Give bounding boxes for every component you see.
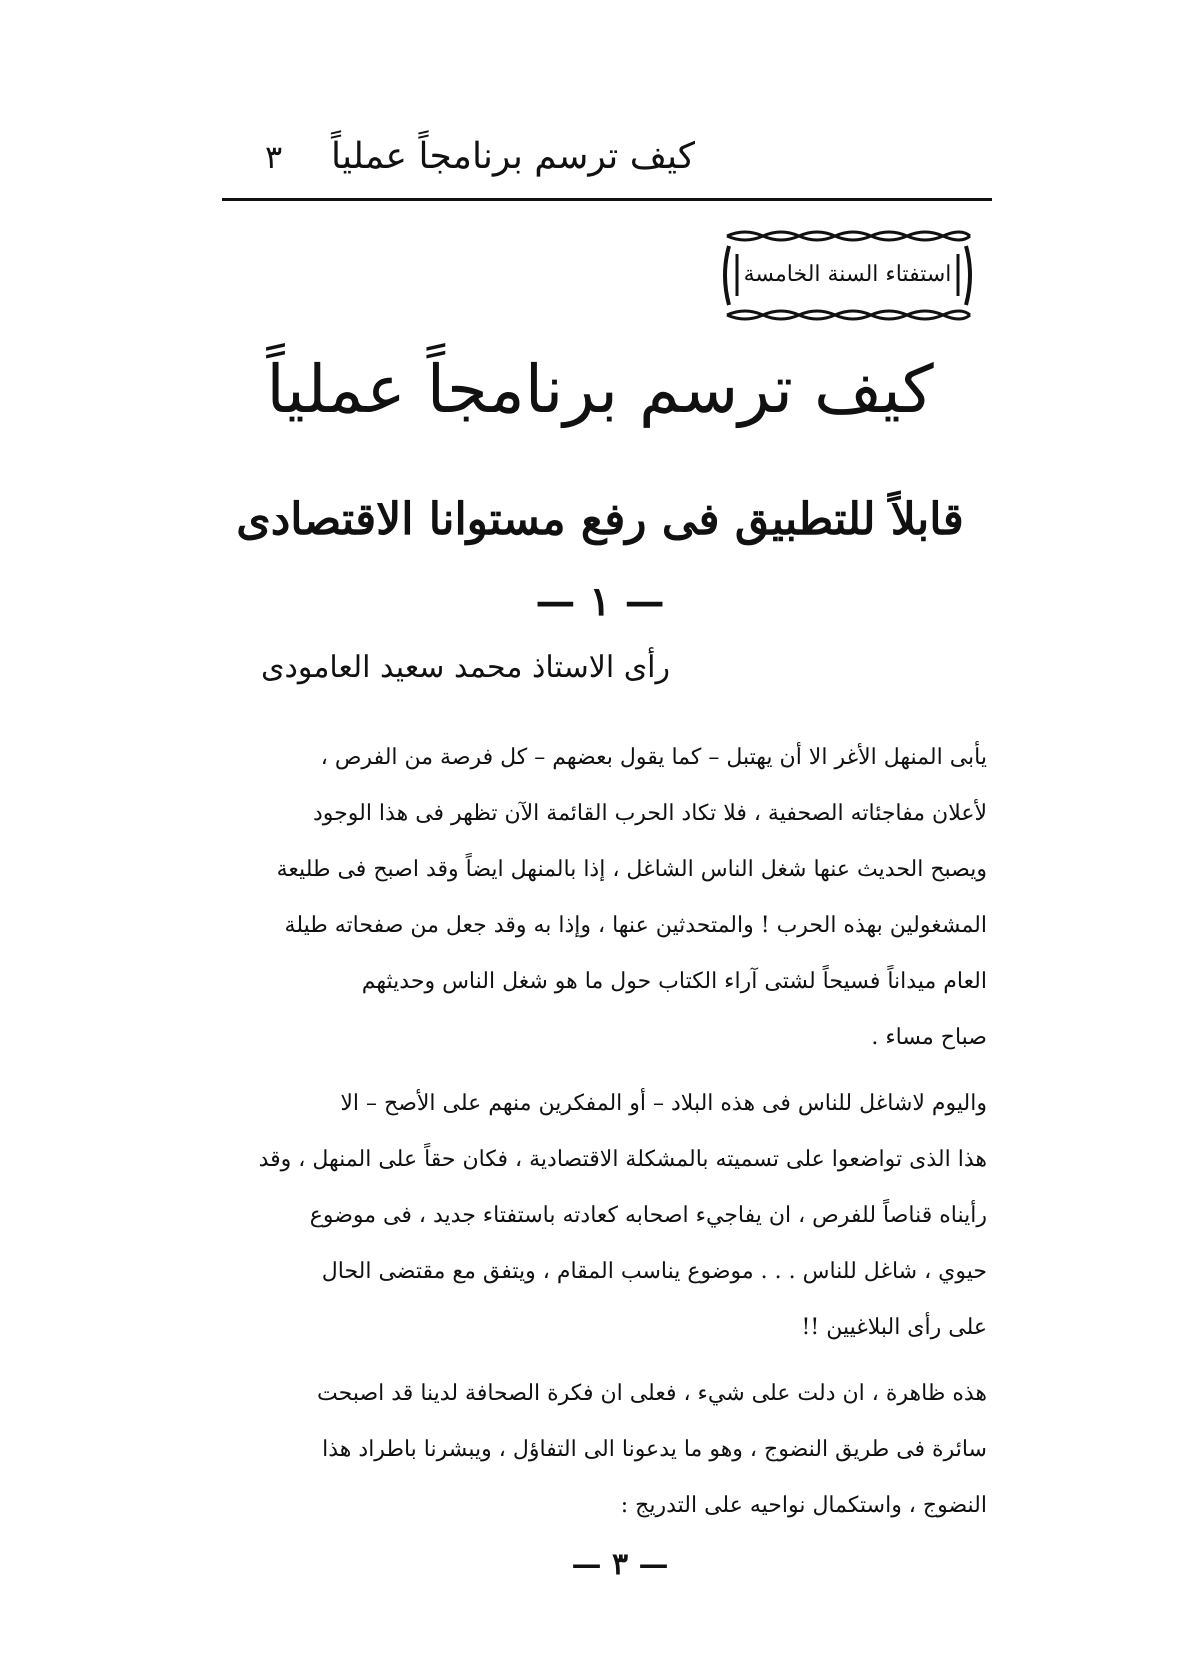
running-header [230,125,980,195]
running-header-title: كيف ترسم برنامجاً عملياً [330,136,695,177]
sub-title: قابلاً للتطبيق فى رفع مستوانا الاقتصادى [236,494,964,545]
article-body [235,730,987,1534]
part-number: — ١ — [535,578,665,625]
paragraph-2 [235,1076,987,1356]
text-line: على رأى البلاغيين !! [801,1315,987,1340]
text-line: النضوج ، واستكمال نواحيه على التدريج : [620,1493,987,1518]
text-line: هذا الذى تواضعوا على تسميته بالمشكلة الاقتصادية ، فكان حقاً على المنهل ، وقد [258,1147,987,1172]
main-title: كيف ترسم برنامجاً عملياً [266,351,934,428]
series-ornament-box [715,228,980,323]
running-header-page-number: ٣ [265,138,283,176]
text-line: ويصبح الحديث عنها شغل الناس الشاغل ، إذا بالمنهل ايضاً وقد اصبح فى طليعة [276,857,987,882]
text-line: سائرة فى طريق النضوج ، وهو ما يدعونا الى التفاؤل ، ويبشرنا باطراد هذا [322,1437,987,1462]
author-line: رأى الاستاذ محمد سعيد العامودى [260,650,670,685]
text-line: يأبى المنهل الأغر الا أن يهتبل – كما يقول بعضهم – كل فرصة من الفرص ، [320,745,987,770]
text-line: رأيناه قناصاً للفرص ، ان يفاجيء اصحابه كعادته باستفتاء جديد ، فى موضوع [309,1203,987,1228]
text-line: حيوي ، شاغل للناس . . . موضوع يناسب المقام ، ويتفق مع مقتضى الحال [321,1259,987,1284]
series-label: استفتاء السنة الخامسة [743,262,952,287]
footer-page-number: — ٣ — [571,1547,669,1582]
text-line: لأعلان مفاجئاته الصحفية ، فلا تكاد الحرب القائمة الآن تظهر فى هذا الوجود [313,801,987,826]
paragraph-3 [235,1366,987,1534]
text-line: هذه ظاهرة ، ان دلت على شيء ، فعلى ان فكرة الصحافة لدينا قد اصبحت [317,1381,987,1406]
header-rule [222,198,992,201]
text-line: صباح مساء . [871,1025,987,1050]
text-line: المشغولين بهذه الحرب ! والمتحدثين عنها ، وإذا به وقد جعل من صفحاته طيلة [284,913,987,938]
text-line: واليوم لاشاغل للناس فى هذه البلاد – أو المفكرين منهم على الأصح – الا [340,1091,987,1116]
text-line: العام ميداناً فسيحاً لشتى آراء الكتاب حول ما هو شغل الناس وحديثهم [361,969,987,994]
paragraph-1 [235,730,987,1066]
